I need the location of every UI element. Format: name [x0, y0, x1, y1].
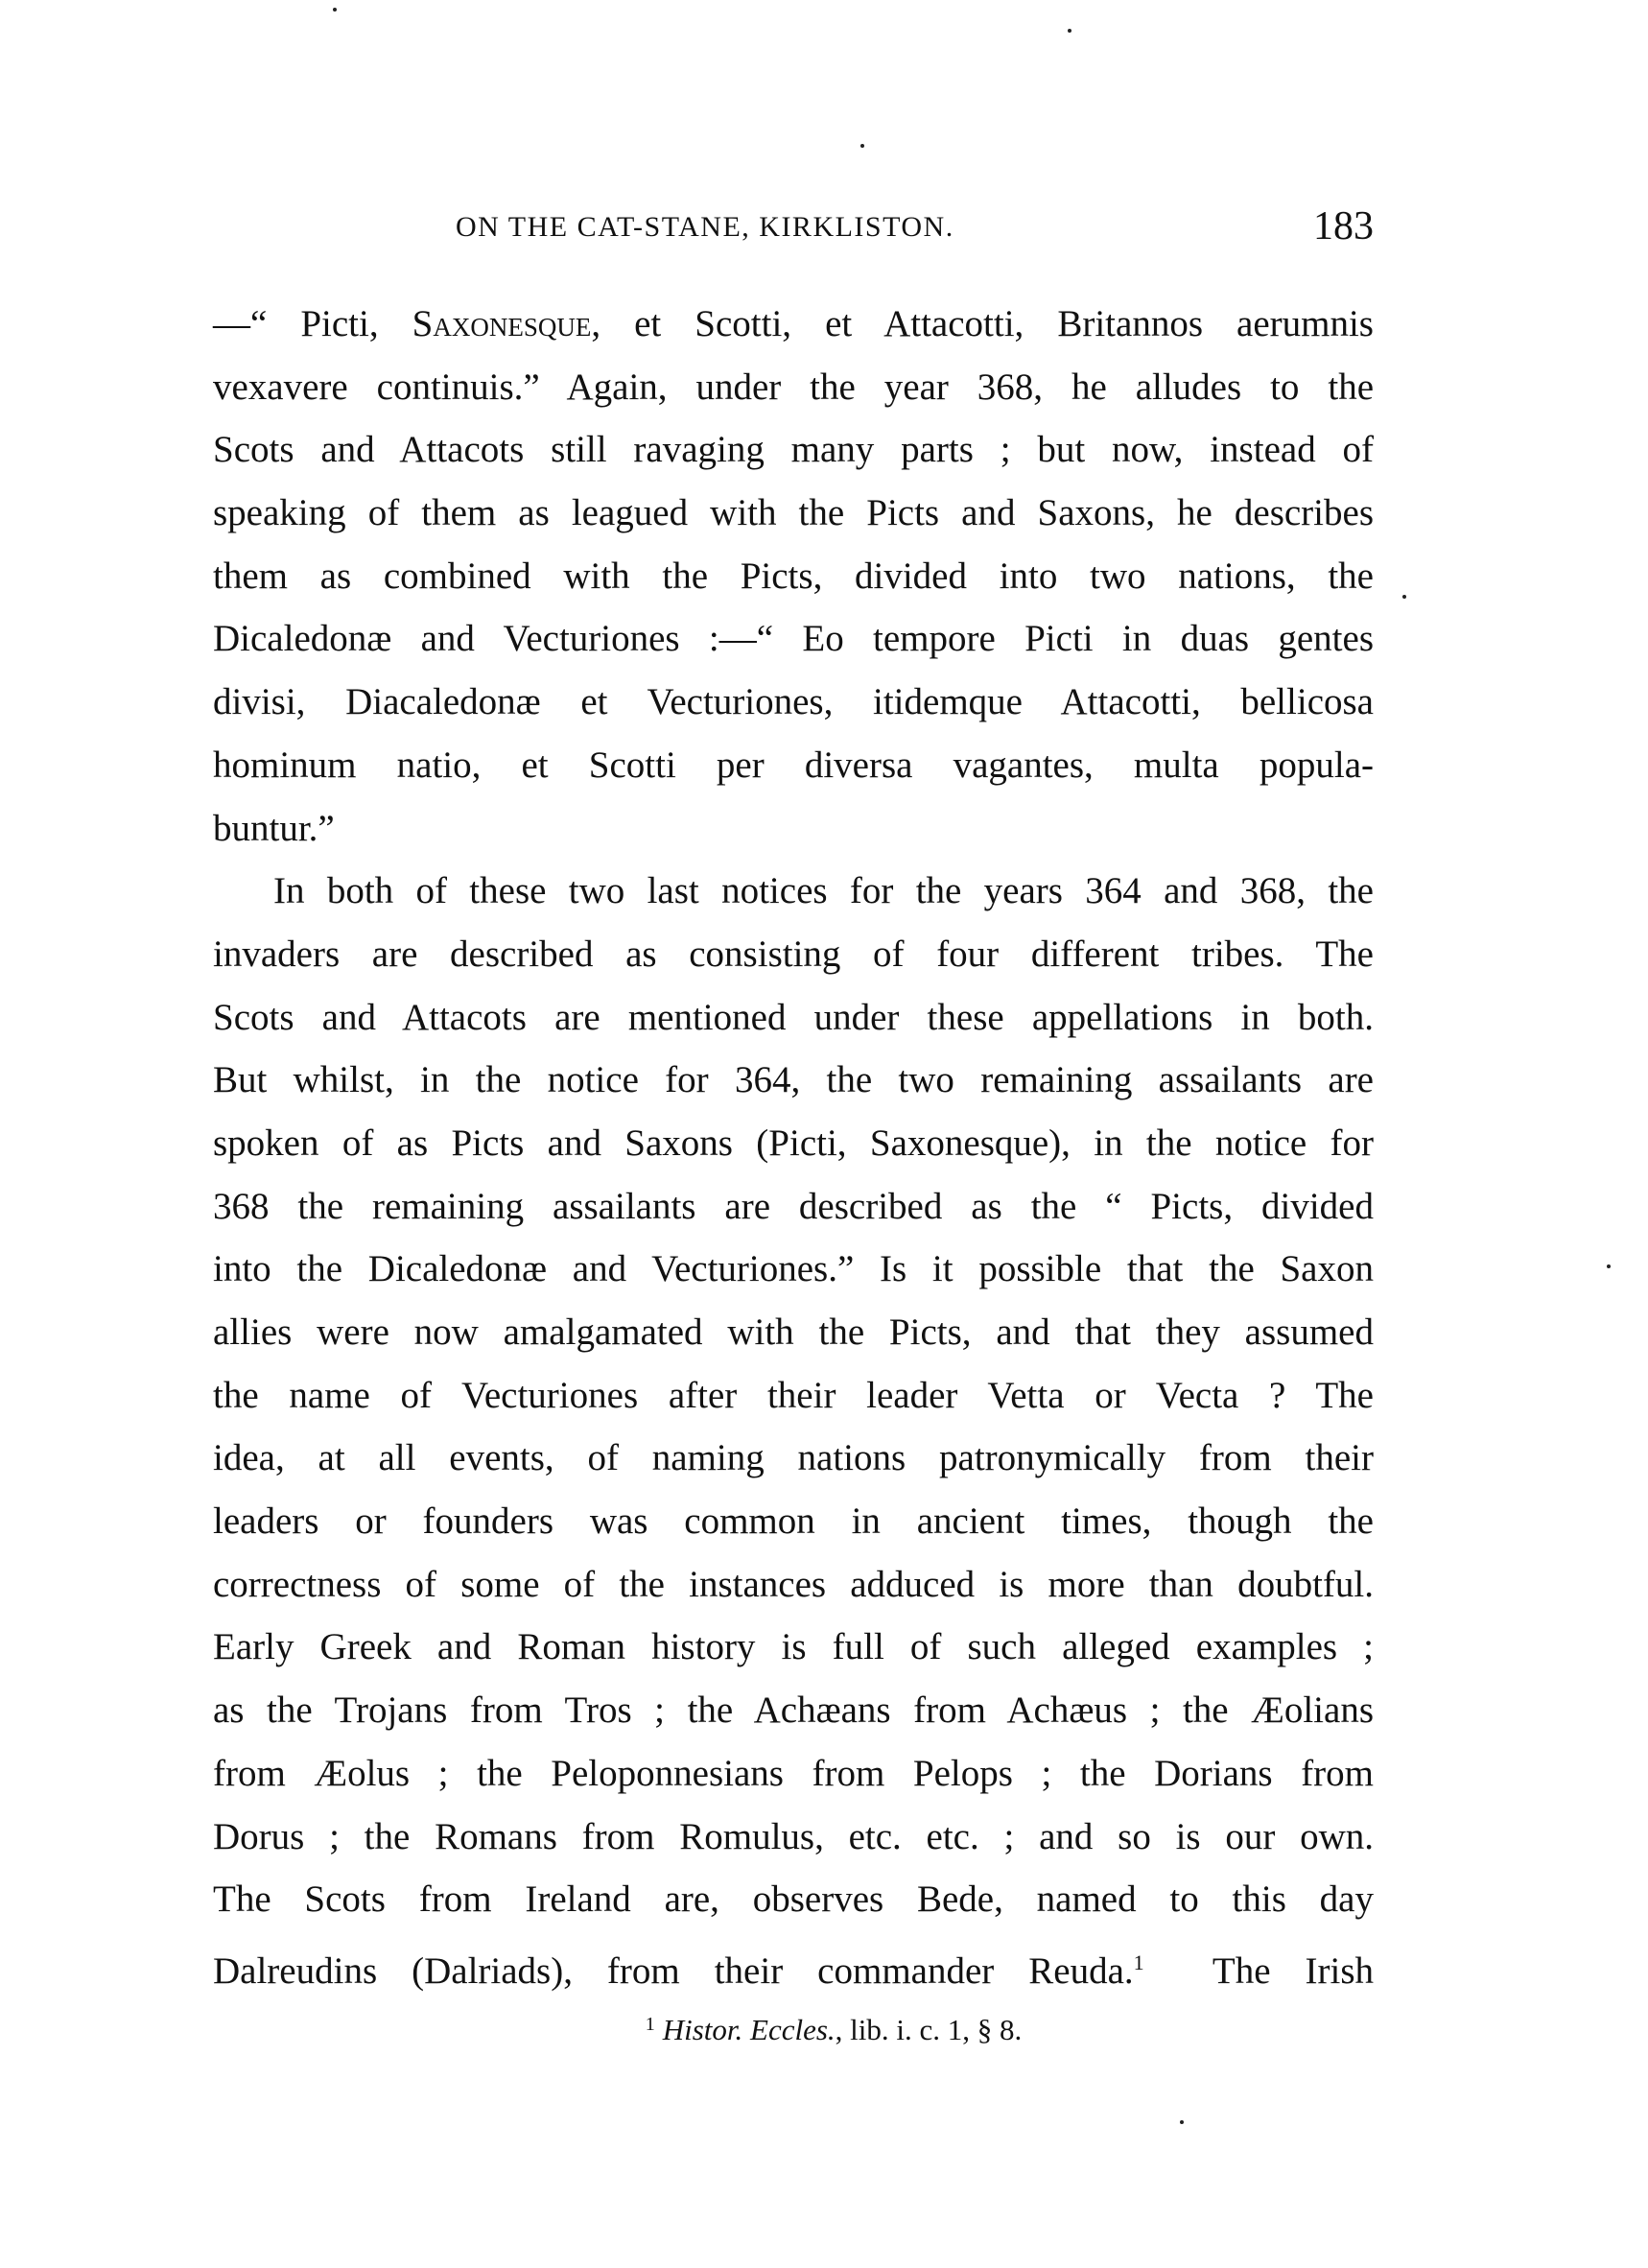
text-line: leaders or founders was common in ancient times, though the	[213, 1500, 1374, 1543]
footnote-title: Histor. Eccles.	[662, 2013, 836, 2046]
scan-speck	[1068, 29, 1071, 33]
text-line: Scots and Attacots are mentioned under these appellations in both.	[213, 996, 1374, 1038]
text-line: buntur.”	[213, 807, 335, 849]
text-segment: , et Scotti, et Attacotti, Britannos aerumnis	[591, 303, 1374, 344]
scan-speck	[1402, 595, 1406, 599]
text-segment: The Irish	[1143, 1949, 1375, 1992]
page-number: 183	[1313, 204, 1374, 248]
text-line: idea, at all events, of naming nations patronymically from their	[213, 1437, 1374, 1479]
text-line	[213, 1931, 1374, 1995]
text-line: invaders are described as consisting of four different tribes. The	[213, 933, 1374, 975]
text-line: as the Trojans from Tros ; the Achæans from Achæus ; the Æolians	[213, 1689, 1374, 1732]
footnote	[0, 2013, 1648, 2047]
text-line: But whilst, in the notice for 364, the two remaining assailants are	[213, 1059, 1374, 1101]
scan-speck	[1607, 1264, 1611, 1268]
text-line: them as combined with the Picts, divided into two nations, the	[213, 555, 1374, 597]
text-segment: —“ Picti,	[213, 303, 412, 344]
text-line: the name of Vecturiones after their leader Vetta or Vecta ? The	[213, 1374, 1374, 1416]
body-text	[213, 293, 1374, 1995]
text-line: into the Dicaledonæ and Vecturiones.” Is it possible that the Saxon	[213, 1248, 1374, 1290]
text-line: Scots and Attacots still ravaging many parts ; but now, instead of	[213, 429, 1374, 471]
footnote-reference: 1	[1133, 1949, 1144, 1974]
scan-speck	[333, 8, 337, 12]
text-line: In both of these two last notices for the years 364 and 368, the	[273, 870, 1374, 912]
text-line: spoken of as Picts and Saxons (Picti, Saxonesque), in the notice for	[213, 1122, 1374, 1164]
scan-speck	[1180, 2120, 1184, 2124]
text-line: vexavere continuis.” Again, under the year 368, he alludes to the	[213, 366, 1374, 408]
text-line: divisi, Diacaledonæ et Vecturiones, itidemque Attacotti, bellicosa	[213, 681, 1374, 723]
text-line: allies were now amalgamated with the Picts, and that they assumed	[213, 1311, 1374, 1353]
text-line: The Scots from Ireland are, observes Bede, named to this day	[213, 1878, 1374, 1921]
text-line: Early Greek and Roman history is full of such alleged examples ;	[213, 1626, 1374, 1668]
text-line: correctness of some of the instances adduced is more than doubtful.	[213, 1563, 1374, 1605]
footnote-mark: 1	[645, 2014, 655, 2035]
text-line: Dorus ; the Romans from Romulus, etc. etc. ; and so is our own.	[213, 1815, 1374, 1857]
text-line: 368 the remaining assailants are described as the “ Picts, divided	[213, 1185, 1374, 1227]
text-line	[213, 293, 1374, 356]
page-header	[213, 203, 1374, 251]
text-line: speaking of them as leagued with the Picts and Saxons, he describes	[213, 492, 1374, 534]
text-line: hominum natio, et Scotti per diversa vagantes, multa popula-	[213, 744, 1374, 786]
running-title: ON THE CAT-STANE, KIRKLISTON.	[456, 211, 954, 243]
text-line: Dicaledonæ and Vecturiones :—“ Eo tempore Picti in duas gentes	[213, 618, 1374, 660]
text-segment: Dalreudins (Dalriads), from their commander Reuda.	[213, 1949, 1134, 1992]
text-line: from Æolus ; the Peloponnesians from Pelops ; the Dorians from	[213, 1752, 1374, 1794]
footnote-citation: , lib. i. c. 1, § 8.	[835, 2013, 1023, 2046]
scan-speck	[860, 144, 864, 148]
small-caps-word: Saxonesque	[412, 303, 592, 344]
